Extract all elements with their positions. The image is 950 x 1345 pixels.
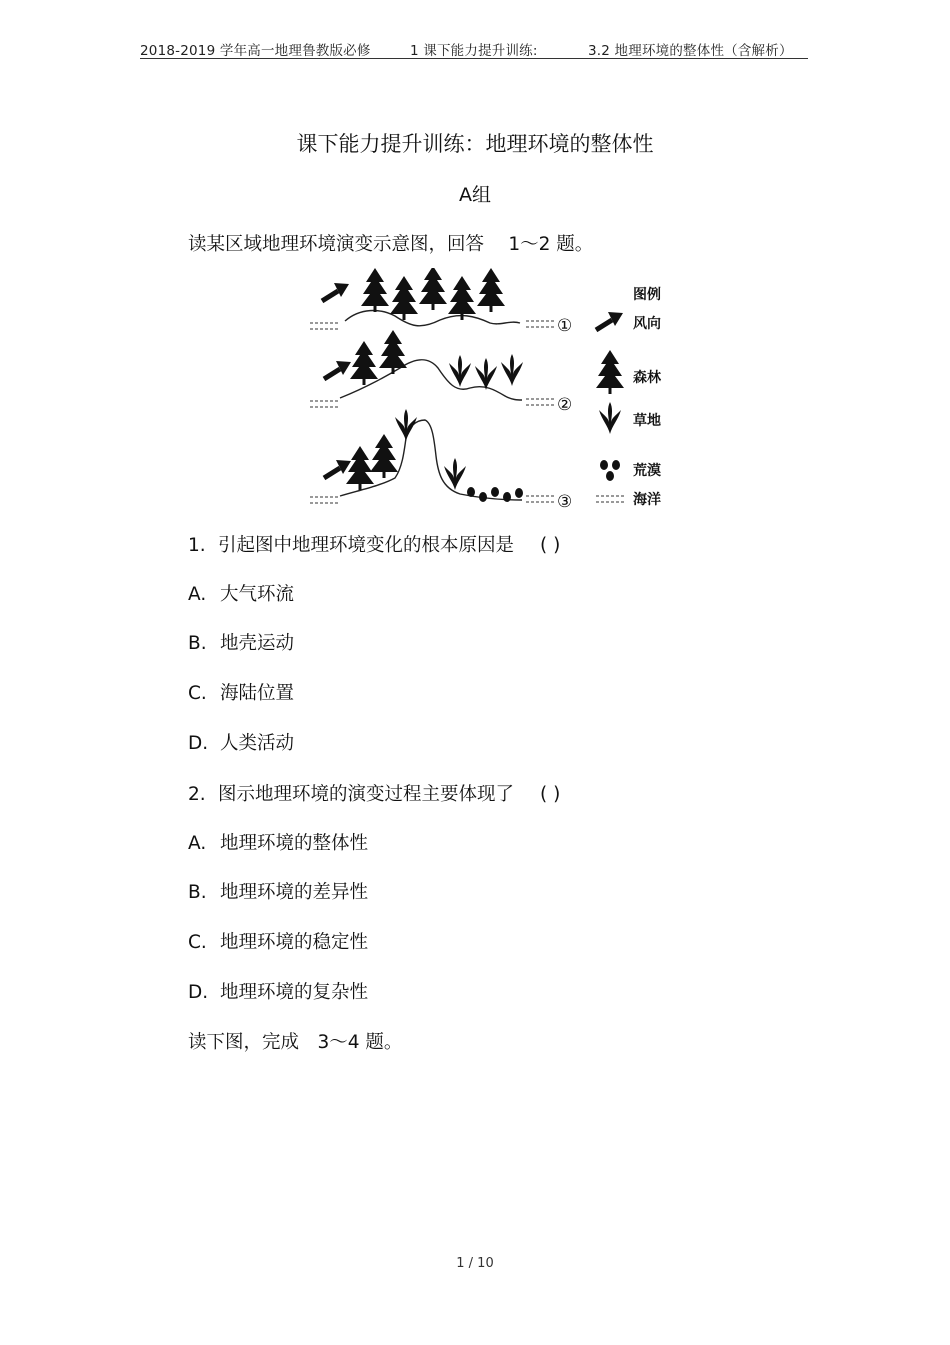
option-letter: C. [188,683,207,704]
stage-3-label: ③ [557,492,573,512]
environment-evolution-figure [300,268,680,518]
option-letter: D. [188,733,209,754]
option-text: 人类活动 [220,733,295,754]
legend-forest-label: 森林 [633,370,661,386]
legend-grass-label: 草地 [633,413,661,429]
option-text: 地理环境的差异性 [220,882,369,903]
option-1a[interactable] [188,580,294,606]
group-heading: A组 [459,184,491,206]
legend-ocean-label: 海洋 [633,492,661,508]
question-number: 1. [188,535,206,556]
option-text: 地壳运动 [220,633,295,654]
question-text: 引起图中地理环境变化的根本原因是 [218,535,515,556]
option-letter: A. [188,833,207,854]
page-number: 1 / 10 [456,1256,494,1271]
legend-wind-label: 风向 [633,316,661,332]
option-1c[interactable] [188,679,294,705]
question-text: 图示地理环境的演变过程主要体现了 [218,784,515,805]
grass-icon [599,402,621,434]
page-header [140,38,808,59]
ocean-icon [596,496,624,502]
figure-legend [596,286,662,508]
intro-text-2: 读下图，完成 3～4 题。 [188,1032,403,1053]
option-letter: B. [188,882,207,903]
question-number: 2. [188,784,206,805]
option-1b[interactable] [188,629,294,655]
option-text: 地理环境的整体性 [220,833,369,854]
option-letter: A. [188,584,207,605]
header-title-part1: 2018-2019 学年高一地理鲁教版必修 [140,43,371,59]
page-title: 课下能力提升训练：地理环境的整体性 [296,132,654,156]
stage-1-diagram [310,268,572,336]
option-text: 地理环境的稳定性 [220,932,369,953]
intro-text-1: 读某区域地理环境演变示意图，回答 1～2 题。 [188,234,594,255]
question-1 [188,531,560,557]
option-2c[interactable] [188,928,368,954]
option-2a[interactable] [188,829,368,855]
option-text: 大气环流 [220,584,295,605]
option-1d[interactable] [188,729,294,755]
stage-1-label: ① [557,316,573,336]
stage-2-diagram [310,330,572,415]
stage-2-label: ② [557,395,573,415]
wind-direction-icon [596,312,623,330]
header-title-part2: 1 课下能力提升训练: [410,43,538,59]
answer-paren: ( ) [540,535,561,556]
desert-icon [600,460,620,481]
option-2b[interactable] [188,878,368,904]
legend-desert-label: 荒漠 [633,463,661,479]
option-2d[interactable] [188,978,368,1004]
option-letter: C. [188,932,207,953]
answer-paren: ( ) [540,784,561,805]
header-title-part3: 3.2 地理环境的整体性（含解析） [588,43,793,59]
forest-icon [596,350,624,394]
stage-3-diagram [310,409,572,512]
legend-title: 图例 [633,287,661,303]
option-text: 地理环境的复杂性 [220,982,369,1003]
option-letter: D. [188,982,209,1003]
option-letter: B. [188,633,207,654]
question-2 [188,780,560,806]
option-text: 海陆位置 [220,683,295,704]
